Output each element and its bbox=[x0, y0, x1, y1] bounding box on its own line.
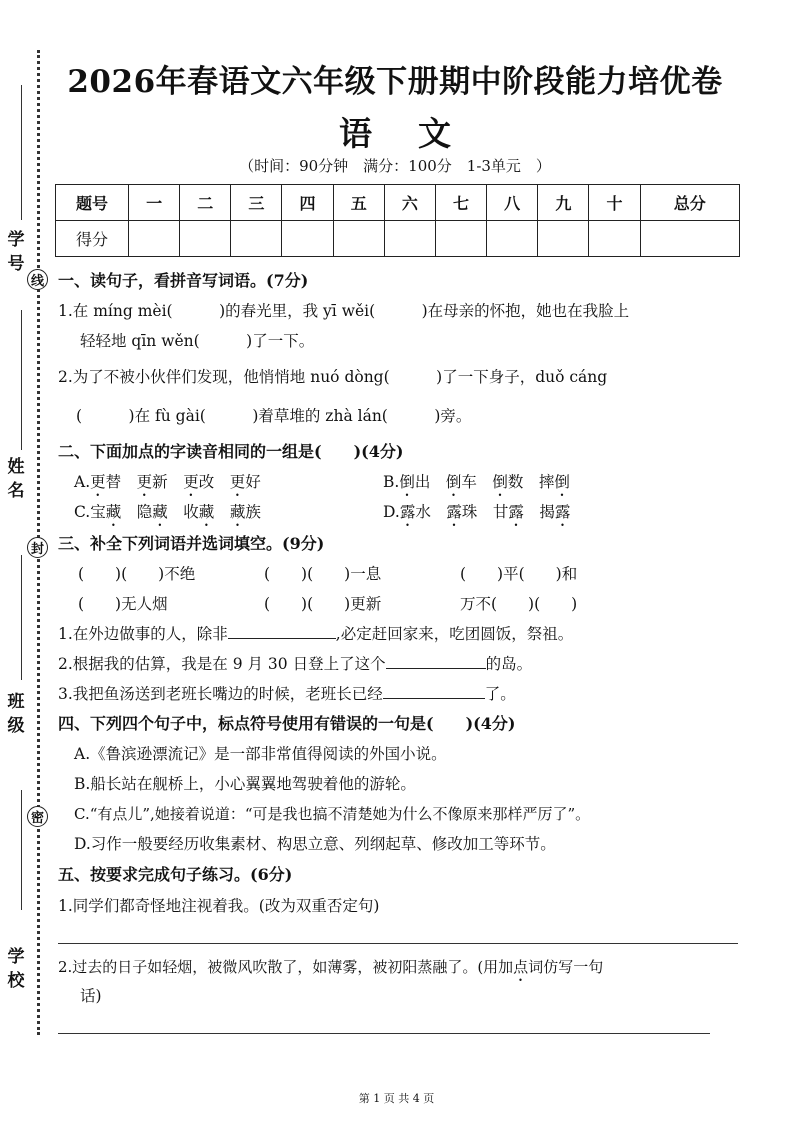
s4-option-a[interactable]: A.《鲁滨逊漂流记》是一部非常值得阅读的外国小说。 bbox=[74, 745, 447, 763]
section-5-heading: 五、按要求完成句子练习。(6分) bbox=[58, 865, 293, 884]
s5-q2-text-a: 2.过去的日子如轻烟，被微风吹散了，如薄雾，被初阳蒸融了。(用加 bbox=[58, 958, 514, 976]
s5-answer-line-1[interactable] bbox=[58, 943, 738, 944]
name-label: 姓名 bbox=[7, 457, 25, 501]
score-header-cell: 八 bbox=[487, 185, 538, 221]
s4-option-c[interactable]: C.“有点儿”,她接着说道：“可是我也搞不清楚她为什么不像原来那样严厉了”。 bbox=[74, 805, 591, 823]
s3-q2-text-a: 2.根据我的估算，我是在 9 月 30 日登上了这个 bbox=[58, 655, 386, 673]
score-cell[interactable] bbox=[333, 221, 384, 257]
score-cell[interactable] bbox=[538, 221, 589, 257]
s3-q3-blank[interactable] bbox=[383, 684, 485, 699]
score-header-cell: 三 bbox=[231, 185, 282, 221]
page-footer: 第 1 页 共 4 页 bbox=[358, 1092, 435, 1105]
s3-word-5: ( )( )更新 bbox=[264, 595, 382, 613]
score-cell[interactable] bbox=[129, 221, 180, 257]
s3-q1-blank[interactable] bbox=[228, 624, 336, 639]
binding-mark-xian: 线 bbox=[27, 269, 48, 290]
score-table bbox=[55, 184, 740, 257]
s5-q2-dotted-word: 点 bbox=[513, 958, 529, 976]
s3-question-3 bbox=[58, 683, 516, 705]
section-4-heading: 四、下列四个句子中，标点符号使用有错误的一句是( )(4分) bbox=[58, 714, 516, 733]
exam-meta: （时间：90分钟 满分：100分 1-3单元 ） bbox=[239, 157, 551, 175]
subject-title: 语文 bbox=[339, 114, 497, 153]
name-line bbox=[21, 310, 22, 450]
class-line bbox=[21, 555, 22, 680]
s1-sentence-2: 2.为了不被小伙伴们发现，他悄悄地 nuó dòng( )了一下身子，duǒ cáng bbox=[58, 368, 608, 386]
s1-sentence-2-cont: ( )在 fù gài( )着草堆的 zhà lán( )旁。 bbox=[76, 407, 472, 425]
s3-q1-text-a: 1.在外边做事的人，除非 bbox=[58, 625, 228, 643]
s3-word-3: ( )平( )和 bbox=[460, 565, 578, 583]
s3-q2-text-b: 的岛。 bbox=[485, 655, 533, 673]
score-cell[interactable] bbox=[384, 221, 435, 257]
s3-word-1: ( )( )不绝 bbox=[78, 565, 196, 583]
student-id-line bbox=[21, 85, 22, 220]
binding-mark-feng: 封 bbox=[27, 537, 48, 558]
score-header-cell: 七 bbox=[435, 185, 486, 221]
s5-answer-line-2[interactable] bbox=[58, 1033, 710, 1034]
score-row-label: 得分 bbox=[56, 221, 129, 257]
student-id-label: 学号 bbox=[7, 230, 25, 274]
exam-title: 2026年春语文六年级下册期中阶段能力培优卷 bbox=[67, 64, 723, 100]
s2-option-c[interactable]: C.宝藏 隐藏 收藏 藏族 bbox=[74, 503, 261, 521]
s1-sentence-1-cont: 轻轻地 qīn wěn( )了一下。 bbox=[80, 332, 315, 350]
s3-q1-text-b: ,必定赶回家来，吃团圆饭，祭祖。 bbox=[335, 625, 574, 643]
s3-word-4: ( )无人烟 bbox=[78, 595, 168, 613]
score-header-cell: 题号 bbox=[56, 185, 129, 221]
score-header-cell: 九 bbox=[538, 185, 589, 221]
s2-option-d[interactable]: D.露水 露珠 甘露 揭露 bbox=[383, 503, 571, 521]
s3-word-2: ( )( )一息 bbox=[264, 565, 382, 583]
s3-word-6: 万不( )( ) bbox=[460, 595, 578, 613]
section-3-heading: 三、补全下列词语并选词填空。(9分) bbox=[58, 534, 325, 553]
score-header-cell: 二 bbox=[180, 185, 231, 221]
score-header-cell: 一 bbox=[129, 185, 180, 221]
score-cell[interactable] bbox=[231, 221, 282, 257]
score-table-header-row bbox=[56, 185, 740, 221]
score-header-cell: 六 bbox=[384, 185, 435, 221]
score-cell[interactable] bbox=[282, 221, 333, 257]
s1-sentence-1: 1.在 míng mèi( )的春光里，我 yī wěi( )在母亲的怀抱，她也在我脸上 bbox=[58, 302, 630, 320]
s3-q3-text-a: 3.我把鱼汤送到老班长嘴边的时候，老班长已经 bbox=[58, 685, 383, 703]
score-header-cell: 十 bbox=[589, 185, 640, 221]
school-line bbox=[21, 790, 22, 910]
s5-q2-text-a-end: 词仿写一句 bbox=[528, 958, 604, 976]
score-cell[interactable] bbox=[435, 221, 486, 257]
s2-option-b[interactable]: B.倒出 倒车 倒数 摔倒 bbox=[383, 473, 570, 491]
s3-question-2 bbox=[58, 653, 532, 675]
section-2-heading: 二、下面加点的字读音相同的一组是( )(4分) bbox=[58, 442, 404, 461]
s5-question-2-cont: 话) bbox=[80, 987, 102, 1005]
s3-question-1 bbox=[58, 623, 573, 645]
s5-question-1: 1.同学们都奇怪地注视着我。(改为双重否定句) bbox=[58, 897, 380, 915]
score-table-score-row bbox=[56, 221, 740, 257]
score-cell[interactable] bbox=[589, 221, 640, 257]
score-header-cell: 四 bbox=[282, 185, 333, 221]
class-label: 班级 bbox=[7, 692, 25, 736]
school-label: 学校 bbox=[7, 947, 25, 991]
section-1-heading: 一、读句子，看拼音写词语。(7分) bbox=[58, 271, 309, 290]
score-cell[interactable] bbox=[640, 221, 739, 257]
s2-option-a[interactable]: A.更替 更新 更改 更好 bbox=[74, 473, 261, 491]
binding-margin bbox=[0, 0, 50, 1122]
s3-q2-blank[interactable] bbox=[386, 654, 486, 669]
s4-option-d[interactable]: D.习作一般要经历收集素材、构思立意、列纲起草、修改加工等环节。 bbox=[74, 835, 556, 853]
score-header-cell: 五 bbox=[333, 185, 384, 221]
s4-option-b[interactable]: B.船长站在舰桥上，小心翼翼地驾驶着他的游轮。 bbox=[74, 775, 416, 793]
score-cell[interactable] bbox=[487, 221, 538, 257]
score-header-cell: 总分 bbox=[640, 185, 739, 221]
s5-question-2 bbox=[58, 956, 603, 985]
binding-mark-mi: 密 bbox=[27, 806, 48, 827]
score-cell[interactable] bbox=[180, 221, 231, 257]
s3-q3-text-b: 了。 bbox=[484, 685, 516, 703]
